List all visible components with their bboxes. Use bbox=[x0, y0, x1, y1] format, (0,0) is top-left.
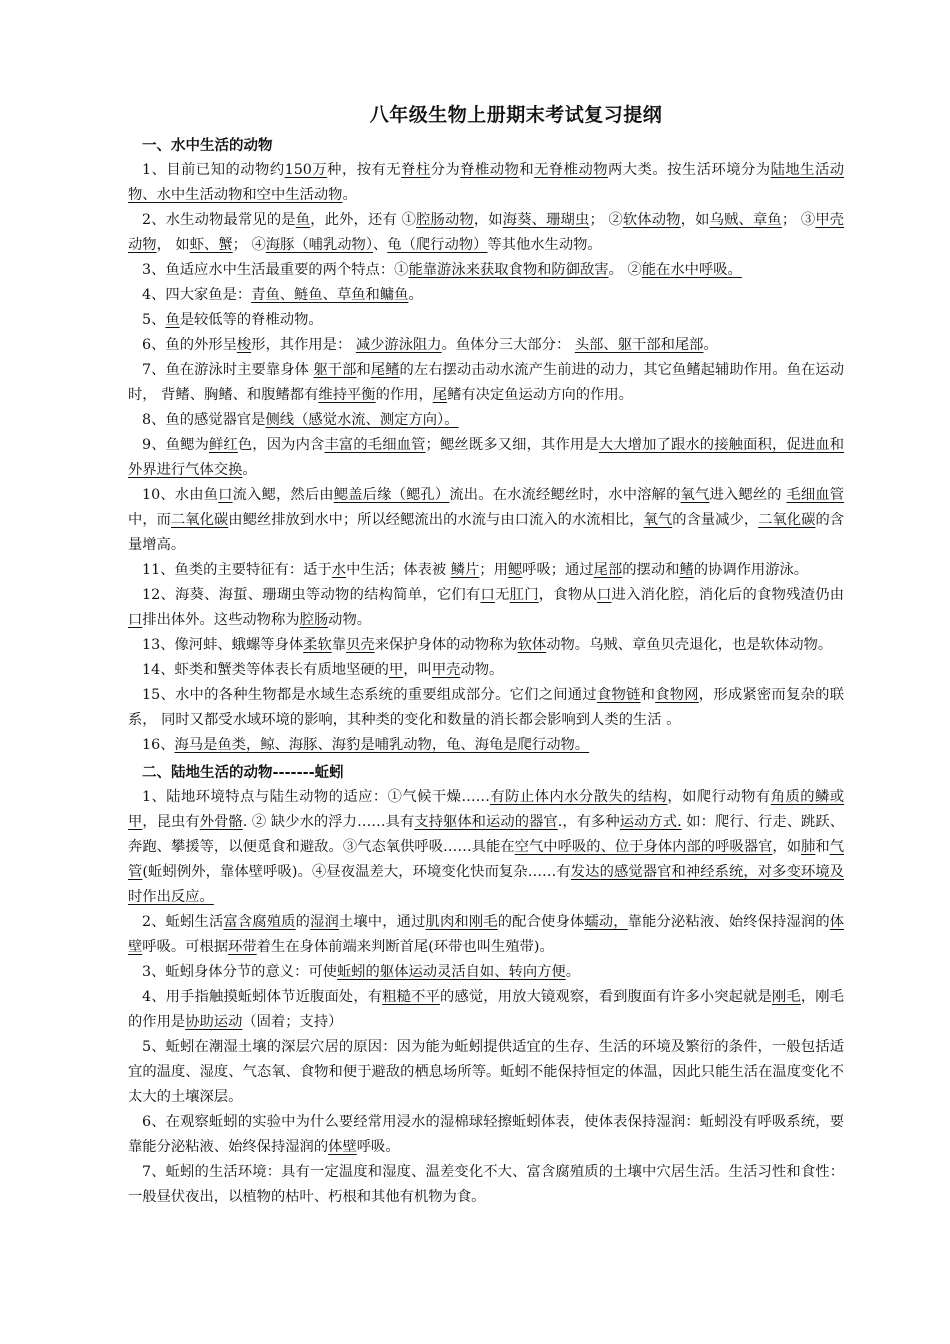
key-term: 肌肉和刚毛 bbox=[425, 914, 498, 930]
text-segment: 。 ② bbox=[608, 262, 642, 278]
text-segment: 呼吸；通过 bbox=[522, 562, 594, 578]
text-segment: 种，按有无 bbox=[327, 162, 402, 178]
text-segment: 的协调作用游泳。 bbox=[693, 562, 809, 578]
key-term: 丰富的毛细血管 bbox=[324, 437, 426, 453]
text-segment: 2、蚯蚓生活 bbox=[142, 914, 224, 930]
text-segment: 动物。 bbox=[460, 662, 504, 678]
key-term: 能在水中呼吸。 bbox=[641, 262, 742, 278]
text-segment: 排出体外。这些动物称为 bbox=[142, 612, 300, 628]
text-segment: 9、鱼鳃为 bbox=[142, 437, 209, 453]
key-term: 支持躯体和运动的器官 bbox=[414, 814, 558, 830]
key-term: 海葵、珊瑚虫 bbox=[502, 212, 590, 228]
key-term: 富含腐殖质 bbox=[223, 914, 296, 930]
outline-item bbox=[128, 733, 844, 758]
text-segment: 5、蚯蚓在潮湿土壤的深层穴居的原因：因为能为蚯蚓提供适宜的生存、生活的环境及繁衍的条件，一般包括适宜的温度、湿度、气态氧、食物和便于避敌的栖息场所等。蚯蚓不能保持恒定的体温，因此只能生活在温度变化不太大的土壤深层。 bbox=[128, 1039, 844, 1105]
key-term: 维持平衡 bbox=[318, 387, 376, 403]
outline-item bbox=[128, 1035, 844, 1110]
text-segment: 和 bbox=[640, 687, 656, 703]
text-segment: 来保护身体的动物称为 bbox=[374, 637, 518, 653]
outline-item bbox=[128, 483, 844, 558]
text-segment: 的含量增高。 bbox=[128, 512, 845, 553]
text-segment: 是较低等的脊椎动物。 bbox=[179, 312, 323, 328]
key-term: 口 bbox=[218, 487, 233, 503]
text-segment: （固着；支持） bbox=[242, 1014, 343, 1030]
outline-item bbox=[128, 985, 844, 1035]
text-segment: ； ② bbox=[589, 212, 623, 228]
key-term: 二氧化碳 bbox=[170, 512, 229, 528]
outline-item bbox=[128, 283, 844, 308]
key-term: 梭 bbox=[236, 337, 252, 353]
key-term: 氧气 bbox=[643, 512, 673, 528]
key-term: 鳍 bbox=[679, 562, 694, 578]
text-segment: 。 bbox=[342, 187, 357, 203]
key-term: 刚毛 bbox=[771, 989, 801, 1005]
text-segment: .，有多种 bbox=[557, 814, 620, 830]
key-term: 蠕动， bbox=[584, 914, 628, 930]
text-segment: 鳍有决定鱼运动方向的作用。 bbox=[447, 387, 633, 403]
key-term: 体壁 bbox=[128, 914, 845, 955]
outline-item bbox=[128, 960, 844, 985]
text-segment: 的作用， bbox=[375, 387, 433, 403]
text-segment: ，叫 bbox=[403, 662, 432, 678]
text-segment: 流入鳃，然后由 bbox=[232, 487, 334, 503]
text-segment: 靠 bbox=[331, 637, 347, 653]
key-term: 肺 bbox=[801, 839, 816, 855]
text-segment: 。 bbox=[242, 462, 257, 478]
key-term: 二氧化碳 bbox=[758, 512, 816, 528]
key-term: 软体 bbox=[517, 637, 547, 653]
key-term: 软体动物 bbox=[622, 212, 681, 228]
text-segment: ，昆虫有 bbox=[142, 814, 200, 830]
section-heading: 一、水中生活的动物 bbox=[142, 137, 273, 154]
text-segment: 4、四大家鱼是： bbox=[142, 287, 252, 303]
key-term: 气管 bbox=[128, 839, 845, 880]
text-segment: ； ③ bbox=[781, 212, 816, 228]
key-term: 肛门 bbox=[509, 587, 539, 603]
text-segment: 无 bbox=[495, 587, 510, 603]
text-segment: ，形成紧密而复杂的联系， 同时又都受水域环境的影响，其种类的变化和数量的消长都会影响到人类的生活 。 bbox=[128, 687, 845, 728]
key-term: 空气中呼吸的、位于身体内部的呼吸器官 bbox=[514, 839, 773, 855]
key-term: 角质的鳞或甲 bbox=[128, 789, 844, 830]
text-segment: 7、鱼在游泳时主要靠身体 bbox=[142, 362, 314, 378]
text-segment: ，如 bbox=[473, 212, 503, 228]
outline-item bbox=[128, 433, 844, 483]
key-term: 贝壳 bbox=[346, 637, 375, 653]
text-segment: 中，而 bbox=[128, 512, 171, 528]
key-term: 海马是鱼类，鲸、海豚、海豹是哺乳动物，龟、海龟是爬行动物。 bbox=[174, 737, 590, 753]
key-term: 大大增加了跟水的接触面积，促进血和外界进行气体交换 bbox=[128, 437, 845, 478]
text-segment: 分为 bbox=[430, 162, 461, 178]
text-segment: ； ④ bbox=[232, 237, 266, 253]
key-term: 无脊椎动物 bbox=[534, 162, 609, 178]
page-title: 八年级生物上册期末考试复习提纲 bbox=[369, 104, 663, 126]
key-term: 食物链 bbox=[596, 687, 641, 703]
text-segment: 15、水中的各种生物都是水域生态系统的重要组成部分。它们之间通过 bbox=[142, 687, 597, 703]
text-segment: 1、目前已知的动物约 bbox=[142, 162, 285, 178]
text-segment: 的感觉，用放大镜观察，看到腹面有许多小突起就是 bbox=[439, 989, 772, 1005]
outline-item bbox=[128, 158, 844, 208]
text-segment: 如：爬行、行走、跳跃、奔跑、攀援等，以便觅食和避敌。③气态氧供呼吸……具能在 bbox=[128, 814, 845, 855]
text-segment: 呼吸。可根据 bbox=[142, 939, 229, 955]
key-term: 海豚（哺乳动物） bbox=[265, 237, 373, 253]
text-segment: 和 bbox=[519, 162, 535, 178]
text-segment: 进入消化腔，消化后的食物残渣仍由 bbox=[611, 587, 845, 603]
key-term: 能靠游泳来获取食物和防御敌害 bbox=[408, 262, 609, 278]
text-segment: (蚯蚓例外，靠体壁呼吸)。④昼夜温差大，环境变化快而复杂……有 bbox=[142, 864, 571, 880]
key-term: 粗糙不平 bbox=[382, 989, 440, 1005]
key-term: 鲜红 bbox=[208, 437, 238, 453]
key-term: 鳞片 bbox=[450, 562, 480, 578]
text-segment: ，食物从 bbox=[538, 587, 597, 603]
text-segment: ，此外，还有 ① bbox=[310, 212, 417, 228]
text-segment: 12、海葵、海蜇、珊瑚虫等动物的结构简单，它们有 bbox=[142, 587, 481, 603]
text-segment: ；用 bbox=[479, 562, 508, 578]
key-term: 青鱼、鲢鱼、草鱼和鳙鱼 bbox=[251, 287, 409, 303]
text-segment: 13、像河蚌、蛾螺等身体 bbox=[142, 637, 304, 653]
key-term: 尾 bbox=[432, 387, 448, 403]
text-segment: 16、 bbox=[142, 737, 175, 753]
key-term: 外骨骼 bbox=[199, 814, 243, 830]
outline-item bbox=[128, 910, 844, 960]
key-term: 脊椎动物 bbox=[460, 162, 520, 178]
text-segment: 14、虾类和蟹类等体表长有质地坚硬的 bbox=[142, 662, 389, 678]
text-segment: 、 bbox=[373, 237, 388, 253]
text-segment: 的配合使身体 bbox=[497, 914, 585, 930]
text-segment: 3、鱼适应水中生活最重要的两个特点：① bbox=[142, 262, 409, 278]
outline-item bbox=[128, 1160, 844, 1210]
text-segment: 进入鳃丝的 bbox=[709, 487, 787, 503]
outline-item bbox=[128, 785, 844, 910]
text-segment: 和 bbox=[815, 839, 830, 855]
text-segment: 3、蚯蚓身体分节的意义：可使 bbox=[142, 964, 337, 980]
text-segment: 。 bbox=[703, 337, 718, 353]
text-segment: ，如 bbox=[680, 212, 710, 228]
outline-item bbox=[128, 658, 844, 683]
text-segment: 和 bbox=[356, 362, 371, 378]
key-term: 食物网 bbox=[655, 687, 699, 703]
text-segment: ， 如 bbox=[156, 237, 190, 253]
document-body bbox=[128, 133, 844, 1210]
text-segment: 中生活；体表被 bbox=[346, 562, 451, 578]
text-segment: 流出。在水流经鳃丝时，水中溶解的 bbox=[449, 487, 681, 503]
outline-item bbox=[128, 208, 844, 258]
key-term: 甲壳 bbox=[431, 662, 461, 678]
key-term: 甲壳动物 bbox=[128, 212, 845, 253]
outline-item bbox=[128, 683, 844, 733]
key-term: 毛细血管 bbox=[786, 487, 845, 503]
text-segment: 土壤中，通过 bbox=[338, 914, 426, 930]
key-term: 协助运动 bbox=[185, 1014, 243, 1030]
text-segment: 的 bbox=[295, 914, 311, 930]
text-segment: 呼吸。 bbox=[356, 1139, 400, 1155]
text-segment: 形，其作用是： bbox=[251, 337, 356, 353]
text-segment: 6、在观察蚯蚓的实验中为什么要经常用浸水的湿棉球轻擦蚯蚓体表，使体表保持湿润：蚯蚓没有呼吸系统，要靠能分泌粘液、始终保持湿润的 bbox=[128, 1114, 844, 1155]
key-term: 蚯蚓的躯体运动灵活自如、转向方便 bbox=[336, 964, 566, 980]
key-term: 减少游泳阻力 bbox=[355, 337, 442, 353]
key-term: 尾鳍 bbox=[370, 362, 400, 378]
key-term: 虾、蟹 bbox=[189, 237, 233, 253]
key-term: 鱼 bbox=[165, 312, 180, 328]
key-term: 体壁 bbox=[328, 1139, 357, 1155]
text-segment: 动物。乌贼、章鱼贝壳退化，也是软体动物。 bbox=[546, 637, 833, 653]
outline-item bbox=[128, 1110, 844, 1160]
text-segment: 的含量减少， bbox=[672, 512, 759, 528]
text-segment: 两大类。按生活环境分为 bbox=[608, 162, 771, 178]
text-segment: ，刚毛的作用是 bbox=[128, 989, 845, 1030]
text-segment: 。 bbox=[408, 287, 423, 303]
key-term: 侧线（感觉水流、测定方向）。 bbox=[265, 412, 459, 428]
key-term: 有防止体内水分散失的结构 bbox=[489, 789, 668, 805]
key-term: 口 bbox=[480, 587, 496, 603]
text-segment: 色，因为内含 bbox=[237, 437, 325, 453]
key-term: 腔肠动物 bbox=[416, 212, 474, 228]
key-term: 柔软 bbox=[303, 637, 332, 653]
key-term: 口 bbox=[128, 612, 143, 628]
key-term: 甲 bbox=[388, 662, 404, 678]
key-term: 氧气 bbox=[680, 487, 710, 503]
key-term: 乌贼、章鱼 bbox=[709, 212, 782, 228]
section-heading: 二、陆地生活的动物-------蚯蚓 bbox=[142, 764, 344, 781]
text-segment: 2、水生动物最常见的是 bbox=[142, 212, 296, 228]
text-segment: 4、用手指触摸蚯蚓体节近腹面处，有 bbox=[142, 989, 383, 1005]
outline-item bbox=[128, 308, 844, 333]
key-term: 运动方式. bbox=[619, 814, 682, 830]
text-segment: 。 bbox=[565, 964, 581, 980]
key-term: 水 bbox=[331, 562, 347, 578]
text-segment: 。鱼体分三大部分： bbox=[441, 337, 575, 353]
outline-item bbox=[128, 408, 844, 433]
text-segment: 6、鱼的外形呈 bbox=[142, 337, 237, 353]
key-term: 腔肠 bbox=[299, 612, 329, 628]
key-term: 鳃 bbox=[507, 562, 523, 578]
key-term: 龟（爬行动物） bbox=[387, 237, 488, 253]
key-term: 尾部 bbox=[593, 562, 623, 578]
text-segment: 5、 bbox=[142, 312, 166, 328]
text-segment: 着生在身体前端来判断首尾(环带也叫生殖带)。 bbox=[256, 939, 554, 955]
key-term: 头部、躯干部和尾部 bbox=[574, 337, 704, 353]
outline-item bbox=[128, 333, 844, 358]
key-term: 口 bbox=[596, 587, 612, 603]
outline-item bbox=[128, 583, 844, 633]
text-segment: ，如 bbox=[772, 839, 802, 855]
text-segment: 8、鱼的感觉器官是 bbox=[142, 412, 266, 428]
text-segment: ；鳃丝既多又细，其作用是 bbox=[425, 437, 599, 453]
text-segment: 的摆动和 bbox=[622, 562, 680, 578]
key-term: 鱼 bbox=[295, 212, 311, 228]
text-segment: 动物。 bbox=[328, 612, 372, 628]
key-term: 150万 bbox=[284, 162, 328, 178]
outline-item bbox=[128, 258, 844, 283]
text-segment: 等其他水生动物。 bbox=[487, 237, 602, 253]
text-segment: 由鳃丝排放到水中；所以经鳃流出的水流与由口流入的水流相比， bbox=[228, 512, 644, 528]
key-term: 躯干部 bbox=[313, 362, 357, 378]
document-page bbox=[128, 100, 844, 1210]
key-term: 脊柱 bbox=[401, 162, 431, 178]
text-segment: . ② 缺少水的浮力……具有 bbox=[242, 814, 415, 830]
text-segment: 靠能分泌粘液、始终保持湿润的 bbox=[627, 914, 830, 930]
text-segment: 的左右摆动击动水流产生前进的动力，其它鱼鳍起辅助作用。鱼在运动时， 背鳍、胸鳍、和腹鳍都有 bbox=[128, 362, 845, 403]
key-term: 陆地生活动物、水中生活动物和空中生活动物 bbox=[128, 162, 845, 203]
key-term: 鳃盖后缘（鳃孔） bbox=[333, 487, 450, 503]
outline-item bbox=[128, 558, 844, 583]
outline-item bbox=[128, 358, 844, 408]
key-term: 环带 bbox=[228, 939, 257, 955]
key-term: 湿润 bbox=[310, 914, 339, 930]
key-term: 发达的感觉器官和神经系统，对多变环境及时作出反应。 bbox=[128, 864, 845, 905]
outline-item bbox=[128, 633, 844, 658]
text-segment: ，如爬行动物有 bbox=[667, 789, 771, 805]
text-segment: 1、陆地环境特点与陆生动物的适应：①气候干燥…… bbox=[142, 789, 490, 805]
text-segment: 7、蚯蚓的生活环境：具有一定温度和湿度、温差变化不大、富含腐殖质的土壤中穴居生活。生活习性和食性：一般昼伏夜出，以植物的枯叶、朽根和其他有机物为食。 bbox=[128, 1164, 844, 1205]
text-segment: 10、水由鱼 bbox=[142, 487, 219, 503]
text-segment: 11、鱼类的主要特征有：适于 bbox=[142, 562, 332, 578]
